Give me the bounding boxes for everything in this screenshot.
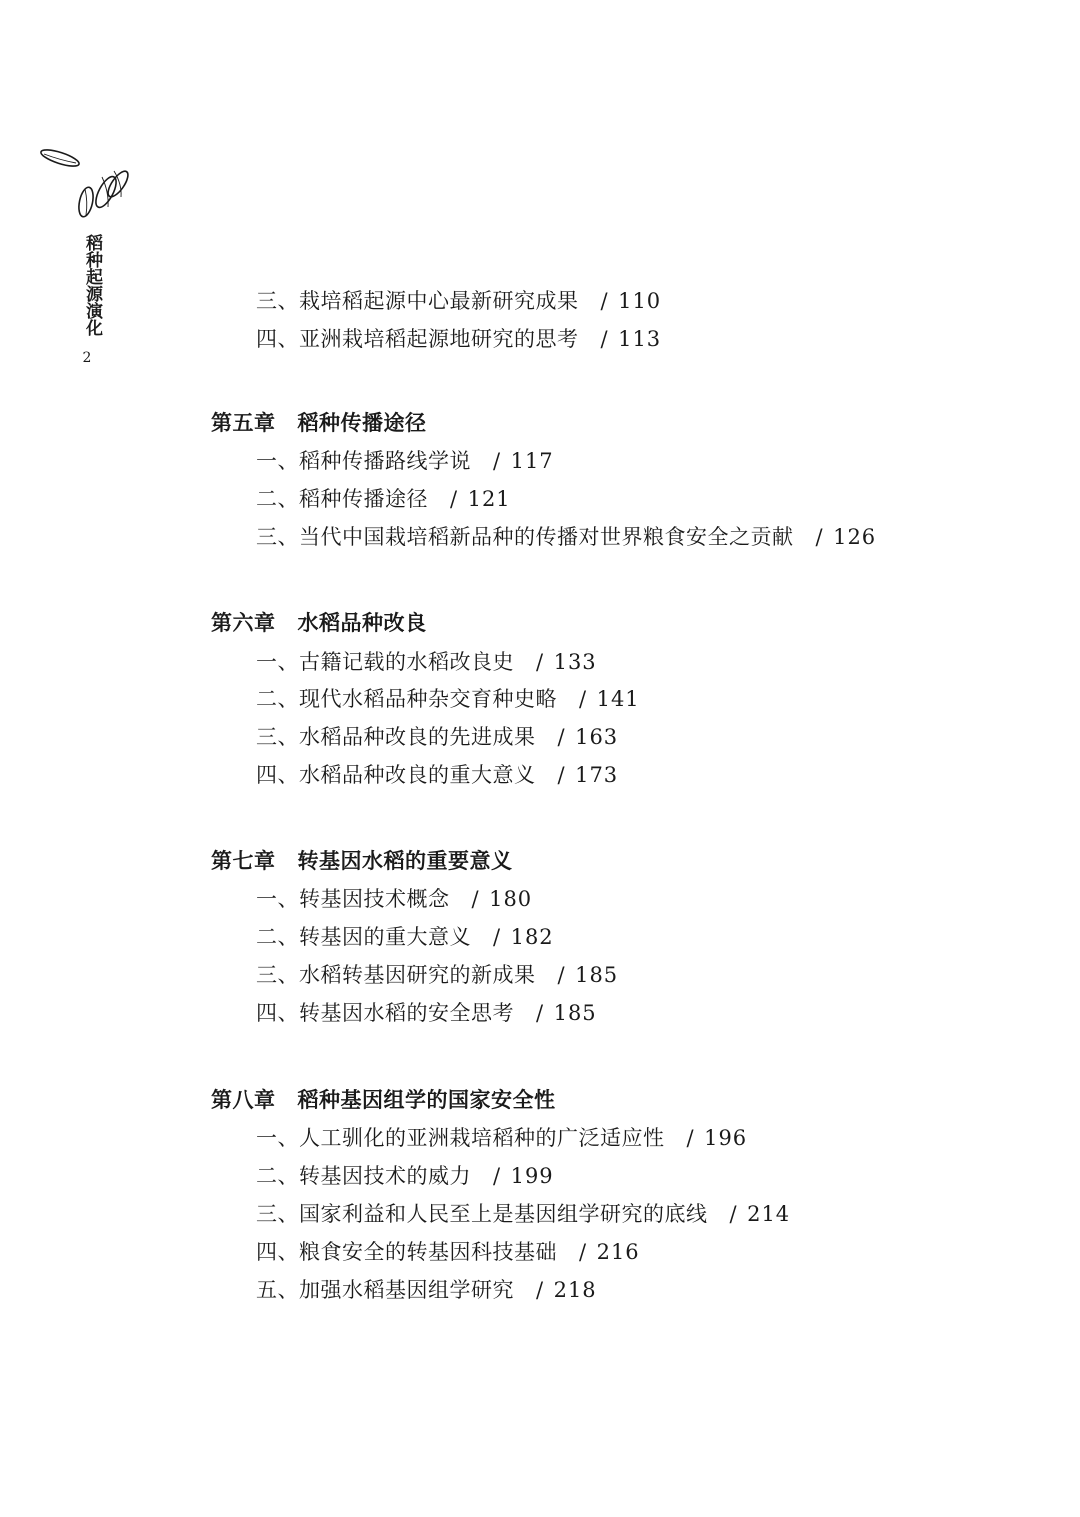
chapter-title: 转基因水稻的重要意义	[297, 849, 513, 873]
toc-separator: /	[536, 1278, 544, 1302]
toc-separator: /	[557, 725, 566, 749]
toc-entry-label: 二、现代水稻品种杂交育种史略	[256, 687, 557, 711]
toc-page-number: 113	[618, 327, 662, 351]
toc-entry[interactable]	[256, 723, 618, 751]
toc-entry[interactable]	[256, 325, 661, 353]
page-number: 2	[82, 350, 92, 366]
toc-entry[interactable]	[256, 447, 554, 475]
rice-grain-icon	[104, 168, 131, 199]
chapter-title: 稻种传播途径	[297, 411, 427, 435]
toc-separator: /	[557, 963, 566, 987]
toc-entry[interactable]	[256, 485, 511, 513]
toc-page-number: 180	[489, 887, 533, 911]
toc-entry-label: 三、当代中国栽培稻新品种的传播对世界粮食安全之贡献	[256, 525, 794, 549]
toc-entry[interactable]	[256, 961, 618, 989]
toc-page-number: 163	[575, 725, 619, 749]
side-book-title: 稻种起源演化	[82, 234, 102, 336]
toc-entry-label: 三、栽培稻起源中心最新研究成果	[256, 289, 579, 313]
toc-entry[interactable]	[256, 923, 554, 951]
toc-entry[interactable]	[256, 999, 597, 1027]
toc-separator: /	[450, 487, 458, 511]
toc-separator: /	[600, 289, 609, 313]
toc-entry-label: 一、稻种传播路线学说	[256, 449, 471, 473]
toc-entry[interactable]	[256, 1124, 747, 1152]
chapter-heading-7[interactable]	[211, 847, 513, 875]
toc-separator: /	[493, 449, 501, 473]
toc-separator: /	[729, 1202, 738, 1226]
chapter-heading-8[interactable]	[211, 1086, 556, 1114]
toc-page-number: 121	[467, 487, 511, 511]
toc-entry[interactable]	[256, 761, 618, 789]
toc-page-number: 199	[510, 1164, 554, 1188]
toc-page-number: 117	[510, 449, 554, 473]
toc-separator: /	[536, 1001, 544, 1025]
toc-separator: /	[579, 1240, 587, 1264]
toc-page-number: 110	[618, 289, 662, 313]
chapter-number: 第六章	[211, 611, 276, 635]
toc-entry-label: 三、水稻品种改良的先进成果	[256, 725, 536, 749]
toc-entry[interactable]	[256, 685, 640, 713]
toc-separator: /	[557, 763, 566, 787]
chapter-number: 第五章	[211, 411, 276, 435]
toc-entry-label: 四、转基因水稻的安全思考	[256, 1001, 514, 1025]
toc-entry-label: 一、古籍记载的水稻改良史	[256, 650, 514, 674]
toc-page-number: 182	[510, 925, 554, 949]
toc-separator: /	[493, 1164, 501, 1188]
toc-page-number: 216	[596, 1240, 640, 1264]
toc-entry-label: 三、国家利益和人民至上是基因组学研究的底线	[256, 1202, 708, 1226]
chapter-heading-6[interactable]	[211, 609, 427, 637]
toc-page-number: 214	[747, 1202, 791, 1226]
toc-entry-label: 四、粮食安全的转基因科技基础	[256, 1240, 557, 1264]
toc-page-number: 218	[553, 1278, 597, 1302]
toc-page-number: 126	[833, 525, 877, 549]
toc-entry[interactable]	[256, 1200, 790, 1228]
toc-entry-label: 三、水稻转基因研究的新成果	[256, 963, 536, 987]
toc-page-number: 185	[553, 1001, 597, 1025]
toc-entry-label: 四、亚洲栽培稻起源地研究的思考	[256, 327, 579, 351]
toc-entry-label: 一、转基因技术概念	[256, 887, 450, 911]
toc-entry[interactable]	[256, 1238, 640, 1266]
toc-entry[interactable]	[256, 648, 597, 676]
chapter-title: 稻种基因组学的国家安全性	[297, 1088, 556, 1112]
toc-separator: /	[579, 687, 587, 711]
chapter-number: 第八章	[211, 1088, 276, 1112]
toc-separator: /	[493, 925, 501, 949]
rice-grain-icon	[39, 147, 80, 170]
toc-separator: /	[536, 650, 544, 674]
toc-entry-label: 一、人工驯化的亚洲栽培稻种的广泛适应性	[256, 1126, 665, 1150]
toc-entry[interactable]	[256, 1162, 554, 1190]
toc-separator: /	[600, 327, 609, 351]
toc-page-number: 173	[575, 763, 619, 787]
toc-page-number: 196	[704, 1126, 748, 1150]
toc-page-number: 133	[553, 650, 597, 674]
chapter-title: 水稻品种改良	[297, 611, 427, 635]
chapter-number: 第七章	[211, 849, 276, 873]
toc-entry-label: 二、转基因的重大意义	[256, 925, 471, 949]
toc-entry[interactable]	[256, 287, 661, 315]
toc-entry-label: 二、转基因技术的威力	[256, 1164, 471, 1188]
toc-entry[interactable]	[256, 523, 876, 551]
rice-grain-logo	[36, 144, 132, 224]
toc-entry-label: 四、水稻品种改良的重大意义	[256, 763, 536, 787]
toc-entry[interactable]	[256, 885, 532, 913]
toc-entry-label: 二、稻种传播途径	[256, 487, 428, 511]
toc-page-number: 185	[575, 963, 619, 987]
toc-separator: /	[686, 1126, 695, 1150]
rice-grain-icon	[92, 174, 120, 211]
toc-entry[interactable]	[256, 1276, 597, 1304]
toc-separator: /	[471, 887, 480, 911]
toc-page-number: 141	[596, 687, 640, 711]
toc-separator: /	[815, 525, 824, 549]
toc-entry-label: 五、加强水稻基因组学研究	[256, 1278, 514, 1302]
chapter-heading-5[interactable]	[211, 409, 427, 437]
